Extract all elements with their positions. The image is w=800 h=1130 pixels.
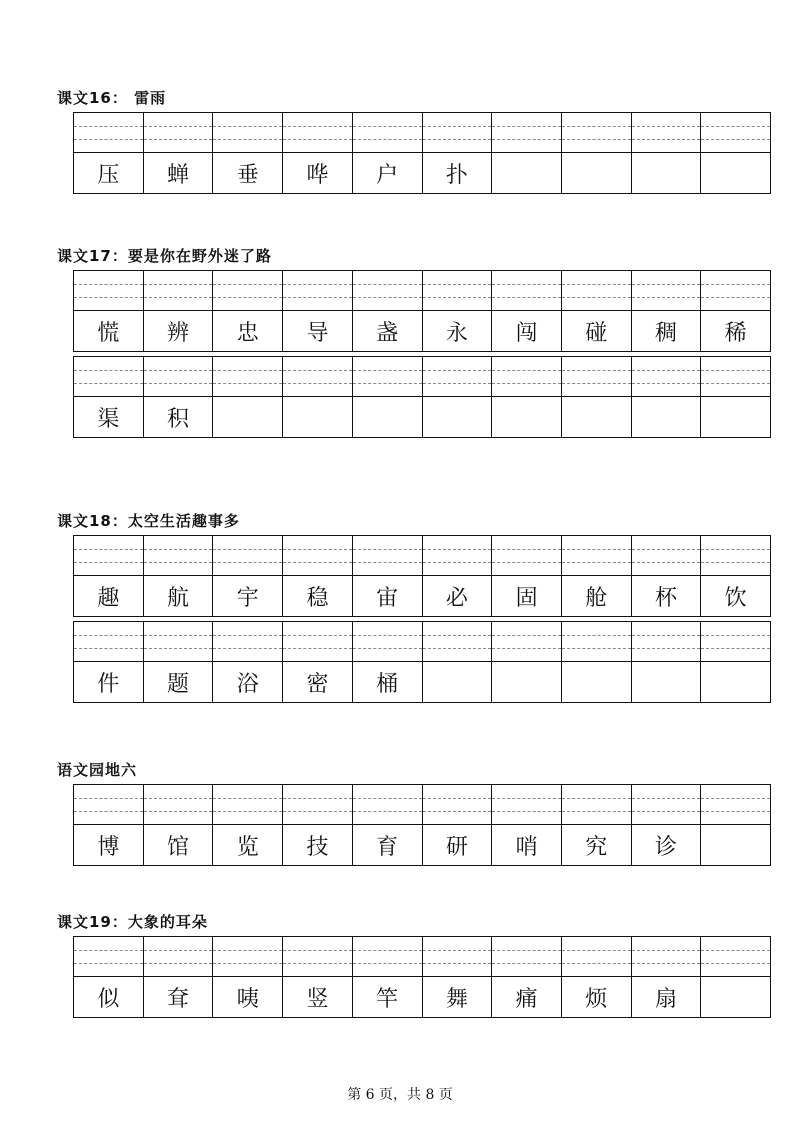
- lesson-garden-6: [57, 760, 772, 866]
- empty-character-cell: [701, 662, 770, 702]
- pinyin-cell[interactable]: [423, 785, 493, 824]
- character-cell: 户: [353, 153, 423, 193]
- pinyin-cell[interactable]: [701, 357, 770, 396]
- pinyin-cell[interactable]: [353, 937, 423, 976]
- pinyin-cell[interactable]: [213, 357, 283, 396]
- lesson-19: [57, 912, 772, 1018]
- pinyin-cell[interactable]: [283, 785, 353, 824]
- character-cell: 宙: [353, 576, 423, 616]
- character-cell: 稠: [632, 311, 702, 351]
- empty-character-cell: [562, 397, 632, 437]
- pinyin-cell[interactable]: [492, 937, 562, 976]
- lesson-title: 课文17：要是你在野外迷了路: [57, 247, 272, 265]
- pinyin-cell[interactable]: [283, 622, 353, 661]
- writing-grid: [73, 535, 771, 703]
- lesson-16: [57, 88, 772, 194]
- pinyin-cell[interactable]: [144, 357, 214, 396]
- empty-character-cell: [632, 153, 702, 193]
- pinyin-cell[interactable]: [353, 113, 423, 152]
- pinyin-cell[interactable]: [144, 937, 214, 976]
- pinyin-cell[interactable]: [632, 271, 702, 310]
- pinyin-cell[interactable]: [213, 271, 283, 310]
- pinyin-cell[interactable]: [562, 357, 632, 396]
- pinyin-cell[interactable]: [701, 785, 770, 824]
- character-cell: 宇: [213, 576, 283, 616]
- character-cell: 舱: [562, 576, 632, 616]
- pinyin-cell[interactable]: [701, 271, 770, 310]
- character-row: [74, 576, 770, 616]
- page-footer: 第 6 页，共 8 页: [347, 1087, 453, 1103]
- character-cell: 永: [423, 311, 493, 351]
- empty-character-cell: [492, 397, 562, 437]
- pinyin-cell[interactable]: [213, 785, 283, 824]
- pinyin-cell[interactable]: [423, 113, 493, 152]
- pinyin-cell[interactable]: [562, 785, 632, 824]
- pinyin-cell[interactable]: [701, 937, 770, 976]
- character-cell: 辨: [144, 311, 214, 351]
- grid-band: [73, 936, 771, 1018]
- pinyin-cell[interactable]: [562, 271, 632, 310]
- character-cell: 竖: [283, 977, 353, 1017]
- character-cell: 技: [283, 825, 353, 865]
- pinyin-cell[interactable]: [283, 271, 353, 310]
- pinyin-cell[interactable]: [353, 271, 423, 310]
- character-cell: 浴: [213, 662, 283, 702]
- pinyin-row: [74, 271, 770, 311]
- pinyin-cell[interactable]: [213, 113, 283, 152]
- pinyin-cell[interactable]: [144, 113, 214, 152]
- pinyin-cell[interactable]: [74, 785, 144, 824]
- grid-band: [73, 535, 771, 617]
- character-cell: 扑: [423, 153, 493, 193]
- pinyin-cell[interactable]: [701, 622, 770, 661]
- pinyin-cell[interactable]: [562, 113, 632, 152]
- pinyin-cell[interactable]: [562, 937, 632, 976]
- pinyin-row: [74, 785, 770, 825]
- pinyin-cell[interactable]: [283, 937, 353, 976]
- lesson-title: 语文园地六: [57, 761, 138, 779]
- pinyin-cell[interactable]: [353, 357, 423, 396]
- grid-band: [73, 270, 771, 352]
- pinyin-cell[interactable]: [144, 536, 214, 575]
- grid-band: [73, 356, 771, 438]
- grid-band: [73, 112, 771, 194]
- character-cell: 忠: [213, 311, 283, 351]
- pinyin-row: [74, 937, 770, 977]
- character-cell: 杯: [632, 576, 702, 616]
- empty-character-cell: [213, 397, 283, 437]
- pinyin-cell[interactable]: [701, 113, 770, 152]
- grid-band: [73, 621, 771, 703]
- pinyin-row: [74, 622, 770, 662]
- pinyin-cell[interactable]: [283, 357, 353, 396]
- pinyin-cell[interactable]: [423, 937, 493, 976]
- pinyin-cell[interactable]: [74, 357, 144, 396]
- character-cell: 必: [423, 576, 493, 616]
- empty-character-cell: [283, 397, 353, 437]
- pinyin-cell[interactable]: [353, 785, 423, 824]
- pinyin-cell[interactable]: [701, 536, 770, 575]
- pinyin-cell[interactable]: [492, 785, 562, 824]
- writing-grid: [73, 112, 771, 194]
- character-cell: 垂: [213, 153, 283, 193]
- pinyin-cell[interactable]: [632, 536, 702, 575]
- pinyin-row: [74, 113, 770, 153]
- pinyin-cell[interactable]: [562, 536, 632, 575]
- character-cell: 导: [283, 311, 353, 351]
- empty-character-cell: [632, 662, 702, 702]
- character-cell: 咦: [213, 977, 283, 1017]
- pinyin-cell[interactable]: [632, 937, 702, 976]
- empty-character-cell: [562, 662, 632, 702]
- empty-character-cell: [423, 662, 493, 702]
- pinyin-cell[interactable]: [632, 622, 702, 661]
- pinyin-cell[interactable]: [74, 271, 144, 310]
- character-cell: 积: [144, 397, 214, 437]
- character-cell: 航: [144, 576, 214, 616]
- character-cell: 趣: [74, 576, 144, 616]
- lesson-title: 课文19：大象的耳朵: [57, 913, 208, 931]
- pinyin-cell[interactable]: [74, 622, 144, 661]
- character-cell: 诊: [632, 825, 702, 865]
- empty-character-cell: [701, 153, 770, 193]
- character-row: [74, 977, 770, 1017]
- pinyin-cell[interactable]: [492, 113, 562, 152]
- pinyin-cell[interactable]: [283, 536, 353, 575]
- character-cell: 似: [74, 977, 144, 1017]
- character-row: [74, 662, 770, 702]
- empty-character-cell: [423, 397, 493, 437]
- character-cell: 烦: [562, 977, 632, 1017]
- character-cell: 览: [213, 825, 283, 865]
- pinyin-cell[interactable]: [144, 785, 214, 824]
- character-cell: 哗: [283, 153, 353, 193]
- empty-character-cell: [492, 153, 562, 193]
- character-cell: 闯: [492, 311, 562, 351]
- character-cell: 稀: [724, 320, 747, 346]
- pinyin-cell[interactable]: [492, 536, 562, 575]
- writing-grid: [73, 936, 771, 1018]
- pinyin-cell[interactable]: [144, 271, 214, 310]
- character-cell: 博: [74, 825, 144, 865]
- writing-grid: [73, 270, 771, 438]
- empty-character-cell: [562, 153, 632, 193]
- character-cell: 馆: [144, 825, 214, 865]
- pinyin-cell[interactable]: [213, 536, 283, 575]
- lesson-title: 课文18：太空生活趣事多: [57, 512, 240, 530]
- pinyin-cell[interactable]: [562, 622, 632, 661]
- character-cell: 密: [283, 662, 353, 702]
- empty-character-cell: [353, 397, 423, 437]
- character-row: [74, 153, 770, 193]
- empty-character-cell: [632, 397, 702, 437]
- character-cell: 件: [74, 662, 144, 702]
- character-cell: 固: [492, 576, 562, 616]
- character-cell: 题: [144, 662, 214, 702]
- writing-grid: [73, 784, 771, 866]
- character-cell: 扇: [632, 977, 702, 1017]
- character-cell: 蝉: [144, 153, 214, 193]
- character-cell: 稳: [283, 576, 353, 616]
- pinyin-cell[interactable]: [423, 536, 493, 575]
- character-cell: 舞: [423, 977, 493, 1017]
- character-row: [74, 397, 770, 437]
- character-row: [74, 311, 770, 351]
- character-cell: 育: [353, 825, 423, 865]
- pinyin-cell[interactable]: [283, 113, 353, 152]
- pinyin-cell[interactable]: [632, 357, 702, 396]
- lesson-17: [57, 246, 772, 438]
- pinyin-cell[interactable]: [74, 937, 144, 976]
- lesson-title: 课文16： 雷雨: [57, 89, 167, 107]
- empty-character-cell: [701, 397, 770, 437]
- character-cell: 痛: [492, 977, 562, 1017]
- pinyin-row: [74, 357, 770, 397]
- grid-band: [73, 784, 771, 866]
- empty-character-cell: [701, 825, 770, 865]
- character-cell: 桶: [353, 662, 423, 702]
- character-cell: 盏: [353, 311, 423, 351]
- pinyin-cell[interactable]: [213, 622, 283, 661]
- pinyin-cell[interactable]: [632, 113, 702, 152]
- pinyin-row: [74, 536, 770, 576]
- empty-character-cell: [701, 977, 770, 1017]
- character-cell: 竿: [353, 977, 423, 1017]
- pinyin-cell[interactable]: [492, 357, 562, 396]
- character-row: [74, 825, 770, 865]
- pinyin-cell[interactable]: [423, 357, 493, 396]
- character-cell: 研: [423, 825, 493, 865]
- pinyin-cell[interactable]: [492, 271, 562, 310]
- pinyin-cell[interactable]: [492, 622, 562, 661]
- pinyin-cell[interactable]: [353, 622, 423, 661]
- pinyin-cell[interactable]: [423, 622, 493, 661]
- character-cell: 压: [74, 153, 144, 193]
- character-cell: 耷: [144, 977, 214, 1017]
- pinyin-cell[interactable]: [632, 785, 702, 824]
- pinyin-cell[interactable]: [144, 622, 214, 661]
- character-cell: 渠: [74, 397, 144, 437]
- character-cell: 究: [562, 825, 632, 865]
- pinyin-cell[interactable]: [74, 113, 144, 152]
- character-cell: 哨: [492, 825, 562, 865]
- empty-character-cell: [492, 662, 562, 702]
- character-cell: 饮: [724, 585, 747, 611]
- pinyin-cell[interactable]: [213, 937, 283, 976]
- pinyin-cell[interactable]: [74, 536, 144, 575]
- character-cell: 慌: [74, 311, 144, 351]
- pinyin-cell[interactable]: [423, 271, 493, 310]
- character-cell: 碰: [562, 311, 632, 351]
- pinyin-cell[interactable]: [353, 536, 423, 575]
- lesson-18: [57, 511, 772, 703]
